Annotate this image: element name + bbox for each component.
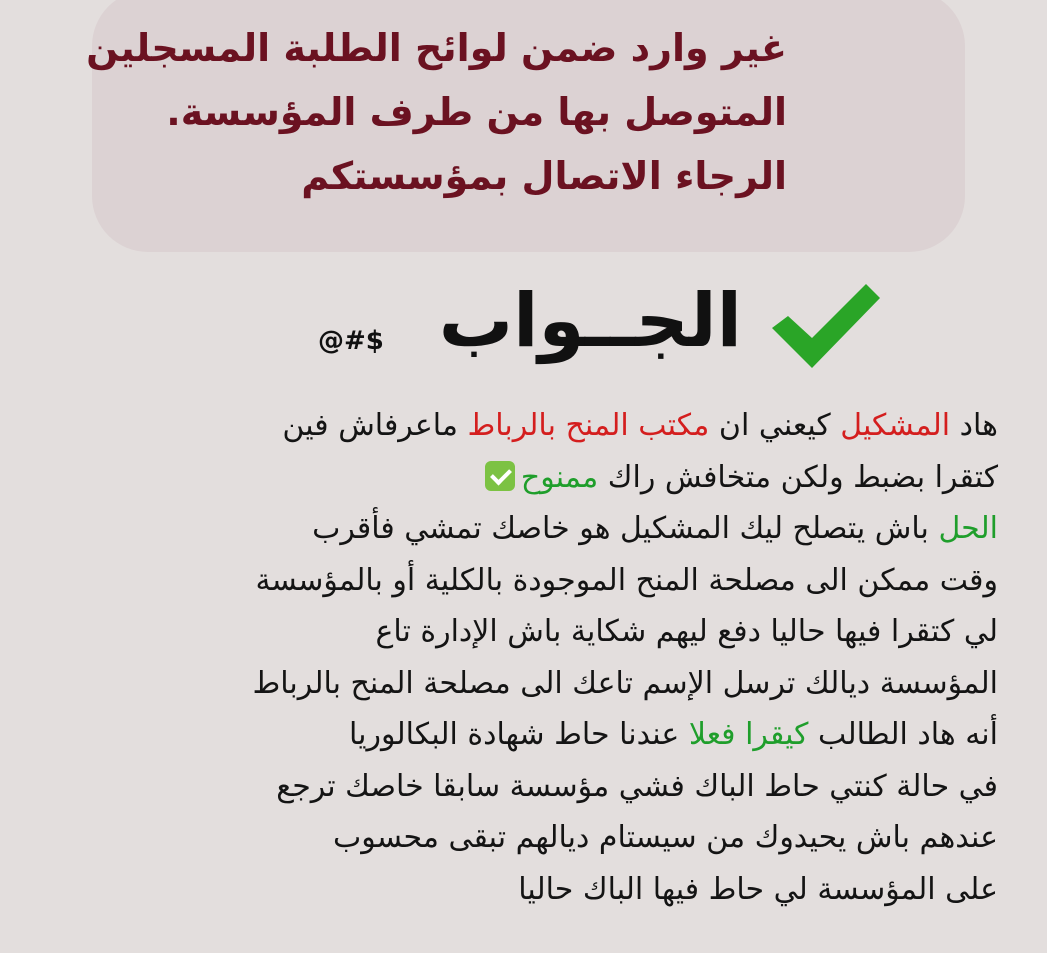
- text-fragment: كتقرا بضبط ولكن متخافش راك: [598, 459, 998, 495]
- notice-text: [67, 16, 787, 208]
- text-fragment: هاد: [950, 408, 998, 443]
- check-mark-icon: [766, 276, 886, 376]
- highlight-solution: الحل: [938, 511, 998, 546]
- answer-body: [40, 400, 998, 915]
- body-line-10: على المؤسسة لي حاط فيها الباك حاليا: [518, 871, 998, 907]
- text-fragment: كيعني ان: [709, 408, 841, 443]
- body-line-9: عندهم باش يحيدوك من سيستام ديالهم تبقى محسوب: [332, 820, 998, 855]
- highlight-granted: ممنوح: [520, 459, 599, 495]
- body-line-3: [40, 503, 998, 555]
- text-fragment: عندنا حاط شهادة البكالوريا: [349, 717, 689, 752]
- text-fragment: باش يتصلح ليك المشكيل هو خاصك تمشي فأقرب: [312, 511, 939, 546]
- body-line-8: في حالة كنتي حاط الباك فشي مؤسسة سابقا خاصك ترجع: [276, 768, 998, 804]
- symbols-text: @#$: [318, 326, 384, 356]
- notice-line-1: غير وارد ضمن لوائح الطلبة المسجلين: [86, 26, 787, 70]
- notice-bubble: [86, 0, 965, 252]
- body-line-2: [40, 452, 998, 504]
- body-line-1: [40, 400, 998, 452]
- highlight-problem: المشكيل: [840, 408, 951, 443]
- highlight-office: مكتب المنح بالرباط: [467, 408, 710, 443]
- notice-line-3: الرجاء الاتصال بمؤسستكم: [301, 154, 787, 198]
- answer-title: الجــواب: [438, 278, 742, 364]
- text-fragment: ماعرفاش فين: [282, 408, 468, 443]
- highlight-actually-studying: كيقرا فعلا: [688, 717, 809, 752]
- body-line-7: [40, 709, 998, 761]
- check-box-emoji-icon: [485, 461, 515, 491]
- text-fragment: أنه هاد الطالب: [808, 717, 998, 752]
- body-line-6: المؤسسة ديالك ترسل الإسم تاعك الى مصلحة المنح بالرباط: [252, 665, 998, 701]
- answer-header: [300, 272, 900, 382]
- body-line-4: وقت ممكن الى مصلحة المنح الموجودة بالكلية أو بالمؤسسة: [255, 562, 998, 598]
- body-line-5: لي كتقرا فيها حاليا دفع ليهم شكاية باش الإدارة تاع: [375, 614, 998, 649]
- notice-line-2: المتوصل بها من طرف المؤسسة.: [166, 90, 787, 134]
